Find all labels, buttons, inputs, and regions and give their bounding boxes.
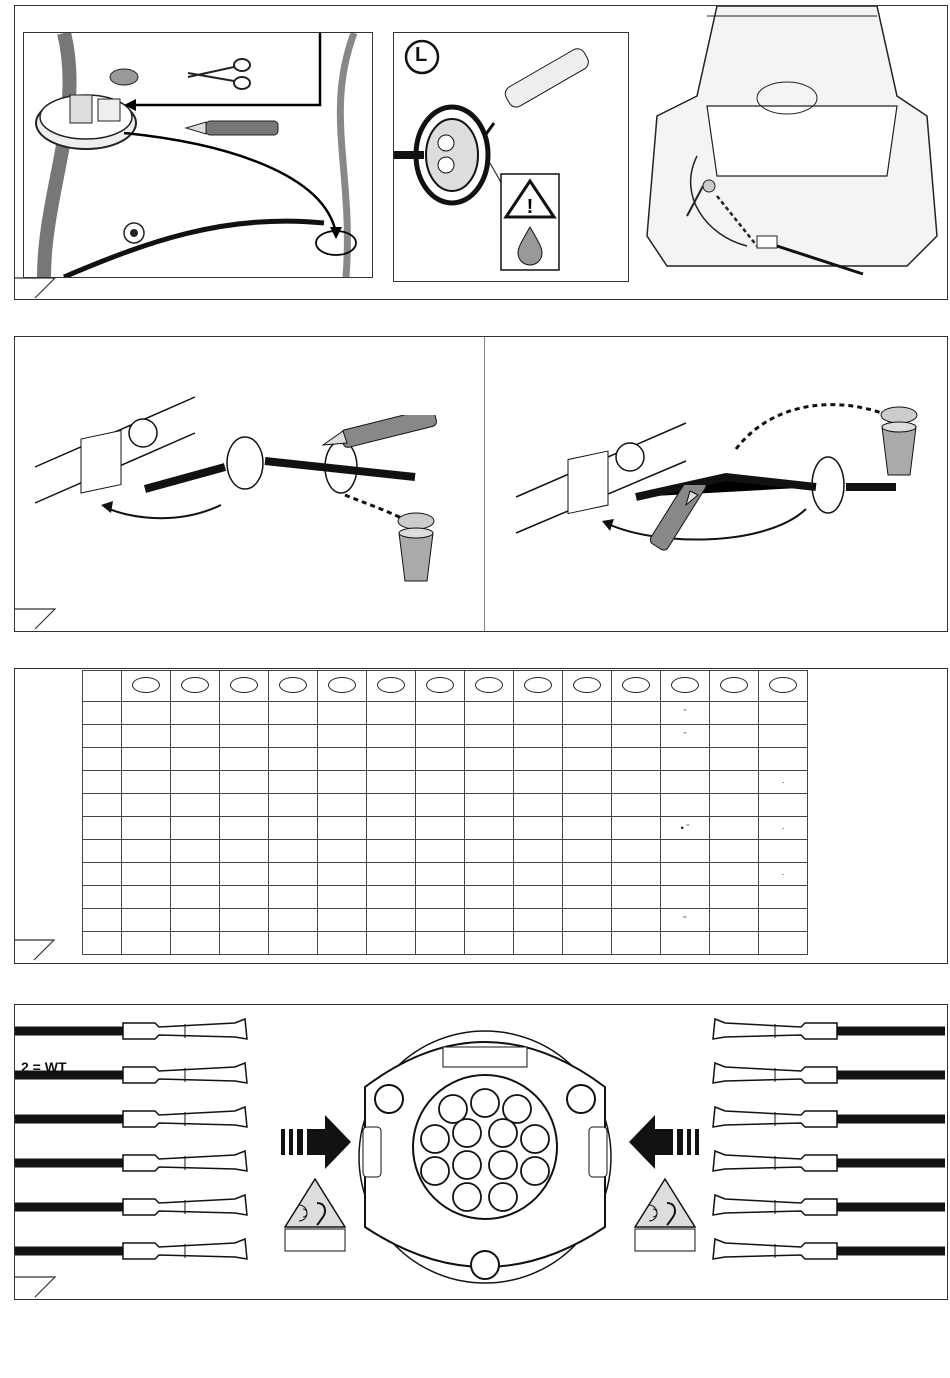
table-cell [563, 748, 612, 771]
table-row [83, 909, 808, 932]
table-cell [171, 817, 220, 840]
table-cell [416, 909, 465, 932]
pin-oval-marker [279, 677, 307, 693]
table-cell [612, 863, 661, 886]
cable-prep-right [486, 337, 946, 631]
table-cell [563, 840, 612, 863]
table-cell [514, 771, 563, 794]
table-cell [661, 863, 710, 886]
table-cell [122, 932, 171, 955]
table-cell [661, 886, 710, 909]
table-cell [465, 863, 514, 886]
scissors-icon [184, 55, 254, 91]
pin-oval-marker [622, 677, 650, 693]
table-cell [514, 932, 563, 955]
table-cell [563, 909, 612, 932]
table-row [83, 840, 808, 863]
table-cell [171, 840, 220, 863]
sealant-illustration [393, 32, 629, 282]
table-cell: • ˇ [661, 817, 710, 840]
table-cell [122, 840, 171, 863]
table-cell [122, 794, 171, 817]
pin-oval-marker [769, 677, 797, 693]
table-cell [465, 886, 514, 909]
table-row-header-cell [83, 725, 122, 748]
table-cell [171, 794, 220, 817]
table-header-row [83, 671, 808, 702]
table-cell [514, 909, 563, 932]
insert-arrow-left [281, 1115, 351, 1169]
table-cell [465, 817, 514, 840]
table-cell [563, 886, 612, 909]
table-cell [710, 771, 759, 794]
pin-oval-marker [573, 677, 601, 693]
table-cell [171, 725, 220, 748]
table-cell [563, 863, 612, 886]
table-header-cell [612, 671, 661, 702]
table-cell [122, 909, 171, 932]
table-cell [269, 840, 318, 863]
pin-oval-marker [377, 677, 405, 693]
table-cell [122, 817, 171, 840]
table-cell [563, 725, 612, 748]
table-cell [465, 702, 514, 725]
table-row [83, 886, 808, 909]
table-cell [710, 817, 759, 840]
table-cell [122, 702, 171, 725]
table-cell [220, 840, 269, 863]
table-cell [563, 932, 612, 955]
table-cell [318, 771, 367, 794]
table-cell [759, 725, 808, 748]
table-row-header-cell [83, 932, 122, 955]
table-cell [759, 932, 808, 955]
table-cell [563, 794, 612, 817]
table-cell [220, 817, 269, 840]
table-cell [367, 702, 416, 725]
cable-prep-left [15, 337, 485, 631]
table-cell [318, 817, 367, 840]
table-cell [220, 886, 269, 909]
table-cell [465, 794, 514, 817]
table-cell [612, 725, 661, 748]
table-cell [710, 794, 759, 817]
table-cell [416, 863, 465, 886]
pin-oval-marker [230, 677, 258, 693]
table-cell [220, 725, 269, 748]
table-row [83, 748, 808, 771]
table-cell [416, 771, 465, 794]
table-row [83, 817, 808, 840]
table-cell [710, 932, 759, 955]
table-cell [122, 748, 171, 771]
table-row-header-cell [83, 702, 122, 725]
table-cell [465, 932, 514, 955]
table-cell [171, 863, 220, 886]
panel-cable-prep [14, 336, 948, 632]
table-cell [661, 748, 710, 771]
table-cell [367, 932, 416, 955]
table-cell [514, 840, 563, 863]
trash-bin-icon [391, 505, 441, 585]
table-cell [318, 702, 367, 725]
table-cell [416, 817, 465, 840]
table-cell [416, 840, 465, 863]
wire-terminals-left [15, 1015, 255, 1265]
table-row [83, 725, 808, 748]
table-cell: ˇ [661, 702, 710, 725]
table-row-header-cell [83, 817, 122, 840]
table-cell [612, 817, 661, 840]
table-cell [269, 748, 318, 771]
table-cell [318, 725, 367, 748]
table-cell [416, 886, 465, 909]
insert-arrow-right [629, 1115, 699, 1169]
cutter-knife-icon [321, 415, 441, 455]
table-header-cell [416, 671, 465, 702]
table-cell [416, 932, 465, 955]
table-cell [710, 909, 759, 932]
listen-ear-icon [283, 1175, 347, 1253]
wire-terminals-right [705, 1015, 945, 1265]
table-row [83, 863, 808, 886]
table-cell [710, 748, 759, 771]
table-cell [465, 909, 514, 932]
wiring-table [82, 670, 808, 955]
pin-oval-marker [132, 677, 160, 693]
pin-oval-marker [524, 677, 552, 693]
table-cell [661, 932, 710, 955]
table-cell [759, 794, 808, 817]
table-row-header-cell [83, 863, 122, 886]
table-cell [514, 702, 563, 725]
table-cell [563, 702, 612, 725]
table-cell [416, 794, 465, 817]
table-cell [122, 771, 171, 794]
listen-ear-icon [633, 1175, 697, 1253]
table-cell [514, 748, 563, 771]
table-cell [318, 909, 367, 932]
table-cell [171, 886, 220, 909]
table-cell [612, 886, 661, 909]
table-cell [612, 702, 661, 725]
table-cell [465, 725, 514, 748]
table-cell [269, 794, 318, 817]
table-cell [759, 702, 808, 725]
table-cell [269, 817, 318, 840]
section-letter-badge: L [415, 44, 428, 66]
table-cell [465, 771, 514, 794]
table-cell [171, 771, 220, 794]
table-row-header-cell [83, 886, 122, 909]
pin-oval-marker [475, 677, 503, 693]
table-cell [367, 725, 416, 748]
table-cell [367, 771, 416, 794]
table-cell [318, 840, 367, 863]
table-header-cell [367, 671, 416, 702]
table-row [83, 794, 808, 817]
table-row-header-cell [83, 748, 122, 771]
table-cell [171, 748, 220, 771]
table-corner-cell [83, 671, 122, 702]
table-cell [710, 725, 759, 748]
table-cell [661, 771, 710, 794]
table-cell [318, 863, 367, 886]
table-cell [220, 932, 269, 955]
table-cell [759, 748, 808, 771]
table-cell [220, 863, 269, 886]
table-cell [612, 748, 661, 771]
table-cell [612, 932, 661, 955]
table-cell [514, 794, 563, 817]
table-header-cell [661, 671, 710, 702]
table-cell [514, 886, 563, 909]
panel-grommet-routing [14, 5, 948, 300]
table-cell [122, 886, 171, 909]
table-cell [269, 771, 318, 794]
table-cell [563, 771, 612, 794]
table-cell [661, 794, 710, 817]
table-cell [367, 886, 416, 909]
svg-text:!: ! [526, 196, 534, 218]
table-header-cell [465, 671, 514, 702]
panel-socket-assembly [14, 1004, 948, 1300]
table-row [83, 932, 808, 955]
table-cell [612, 909, 661, 932]
table-cell [367, 909, 416, 932]
table-header-cell [514, 671, 563, 702]
table-cell [710, 702, 759, 725]
table-header-cell [220, 671, 269, 702]
table-cell [220, 771, 269, 794]
table-cell [710, 840, 759, 863]
table-cell [318, 886, 367, 909]
table-row [83, 702, 808, 725]
table-cell [367, 817, 416, 840]
table-cell [367, 794, 416, 817]
table-row-header-cell [83, 840, 122, 863]
table-cell [563, 817, 612, 840]
cutter-knife-icon [184, 117, 280, 139]
table-cell [612, 771, 661, 794]
table-row-header-cell [83, 909, 122, 932]
table-cell [318, 794, 367, 817]
table-cell [367, 748, 416, 771]
wire-label: 2 = WT [21, 1059, 67, 1075]
cutter-knife-icon [626, 485, 726, 585]
table-row-header-cell [83, 771, 122, 794]
table-cell [220, 748, 269, 771]
table-cell [171, 932, 220, 955]
pin-oval-marker [671, 677, 699, 693]
table-cell [122, 863, 171, 886]
table-cell [612, 840, 661, 863]
table-cell [759, 886, 808, 909]
table-cell [220, 794, 269, 817]
table-row [83, 771, 808, 794]
table-header-cell [122, 671, 171, 702]
table-cell: · [759, 863, 808, 886]
table-cell [465, 748, 514, 771]
car-rear-illustration [627, 6, 947, 296]
table-cell [514, 725, 563, 748]
table-cell [759, 840, 808, 863]
table-cell [367, 840, 416, 863]
warning-triangle-icon [500, 173, 560, 271]
table-cell: · [759, 817, 808, 840]
table-cell [220, 909, 269, 932]
table-row-header-cell [83, 794, 122, 817]
table-cell [759, 909, 808, 932]
trash-bin-icon [874, 399, 924, 479]
table-cell [171, 909, 220, 932]
table-cell [465, 840, 514, 863]
socket-13-pin [355, 1007, 615, 1297]
table-cell: ˘ [661, 909, 710, 932]
table-cell [612, 794, 661, 817]
table-header-cell [171, 671, 220, 702]
table-cell [367, 863, 416, 886]
table-cell [269, 725, 318, 748]
table-cell: ˇ [661, 725, 710, 748]
table-cell: · [759, 771, 808, 794]
pin-oval-marker [426, 677, 454, 693]
table-cell [220, 702, 269, 725]
table-cell [661, 840, 710, 863]
table-header-cell [710, 671, 759, 702]
table-header-cell [563, 671, 612, 702]
table-cell [269, 932, 318, 955]
table-header-cell [318, 671, 367, 702]
table-cell [416, 702, 465, 725]
table-cell [171, 702, 220, 725]
table-cell [318, 932, 367, 955]
pin-oval-marker [720, 677, 748, 693]
pin-oval-marker [181, 677, 209, 693]
table-cell [514, 817, 563, 840]
table-cell [269, 909, 318, 932]
grommet-cut-illustration [23, 32, 373, 278]
pin-oval-marker [328, 677, 356, 693]
table-cell [514, 863, 563, 886]
table-cell [416, 748, 465, 771]
table-header-cell [269, 671, 318, 702]
table-cell [710, 886, 759, 909]
table-cell [122, 725, 171, 748]
table-cell [416, 725, 465, 748]
table-cell [269, 886, 318, 909]
table-cell [269, 702, 318, 725]
table-cell [710, 863, 759, 886]
table-cell [269, 863, 318, 886]
table-cell [318, 748, 367, 771]
table-header-cell [759, 671, 808, 702]
